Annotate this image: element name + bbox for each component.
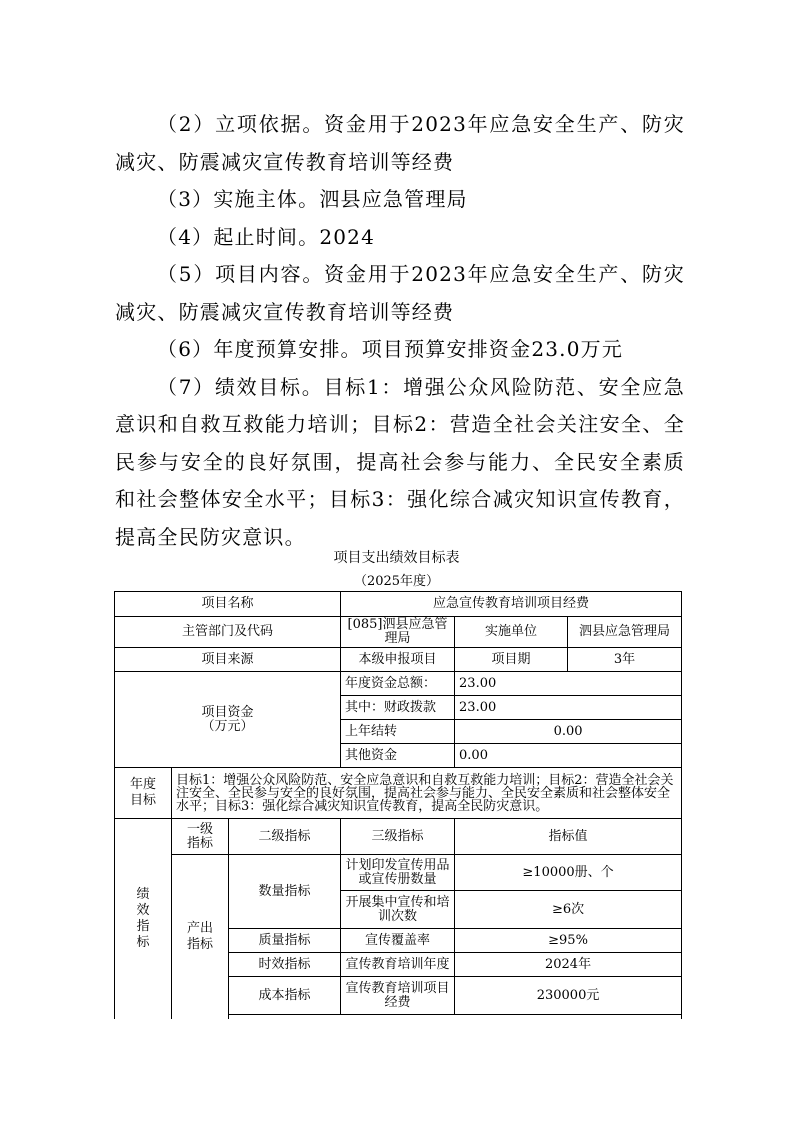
quantity-1-value: ≥10000册、个 (455, 855, 682, 891)
header-level2: 二级指标 (229, 819, 341, 855)
fund-carryover-label: 上年结转 (341, 720, 455, 744)
performance-goal-table (114, 591, 682, 1019)
header-value: 指标值 (455, 819, 682, 855)
dept-label: 主管部门及代码 (115, 617, 341, 648)
paragraph-goals: （7）绩效目标。目标1：增强公众风险防范、安全应急意识和自救互救能力培训；目标2：营造全社会关注安全、全民参与安全的良好氛围，提高社会参与能力、全民安全素质和社会整体安全水平；目标3：强化综合减灾知识宣传教育，提高全民防灾意识。 (115, 374, 685, 549)
source-value: 本级申报项目 (341, 648, 455, 672)
quality-name: 宣传覆盖率 (341, 929, 455, 953)
cost-indicator-label: 成本指标 (229, 977, 341, 1015)
timeliness-indicator-label: 时效指标 (229, 953, 341, 977)
source-label: 项目来源 (115, 648, 341, 672)
row-quantity-1 (115, 855, 682, 891)
paragraph-period: （4）起止时间。2024 (157, 224, 376, 249)
perf-indicators-label: 绩效指标 (115, 819, 172, 1019)
cost-value: 230000元 (455, 977, 682, 1015)
fund-other-label: 其他资金 (341, 744, 455, 768)
period-label: 项目期 (455, 648, 568, 672)
quantity-2-value: ≥6次 (455, 891, 682, 929)
quantity-2-name: 开展集中宣传和培训次数 (341, 891, 455, 929)
quantity-1-name: 计划印发宣传用品或宣传册数量 (341, 855, 455, 891)
dept-value: [085]泗县应急管理局 (341, 617, 455, 648)
project-name-label: 项目名称 (115, 592, 341, 617)
fund-fiscal-label: 其中：财政拨款 (341, 696, 455, 720)
paragraph-content: （5）项目内容。资金用于2023年应急安全生产、防灾减灾、防震减灾宣传教育培训等经费 (115, 262, 685, 324)
annual-goal-value: 目标1：增强公众风险防范、安全应急意识和自救互救能力培训；目标2：营造全社会关注安全、全民参与安全的良好氛围，提高社会参与能力、全民安全素质和社会整体安全水平；目标3：强化综合减灾知识宣传教育，提高全民防灾意识。 (172, 768, 682, 819)
period-value: 3年 (568, 648, 682, 672)
cost-name: 宣传教育培训项目经费 (341, 977, 455, 1015)
output-indicators-label: 产出指标 (172, 855, 229, 1019)
paragraph-basis: （2）立项依据。资金用于2023年应急安全生产、防灾减灾、防震减灾宣传教育培训等经费 (115, 112, 685, 174)
fund-total-label: 年度资金总额： (341, 672, 455, 696)
table-continuation (229, 1015, 682, 1019)
fund-other-value: 0.00 (455, 744, 682, 768)
row-indicator-headers (115, 819, 682, 855)
project-name-value: 应急宣传教育培训项目经费 (341, 592, 682, 617)
impl-unit-label: 实施单位 (455, 617, 568, 648)
quality-indicator-label: 质量指标 (229, 929, 341, 953)
timeliness-name: 宣传教育培训年度 (341, 953, 455, 977)
row-project-name (115, 592, 682, 617)
fund-total-value: 23.00 (455, 672, 682, 696)
row-department (115, 617, 682, 648)
funds-label: 项目资金（万元） (115, 672, 341, 768)
fund-carryover-value: 0.00 (455, 720, 682, 744)
paragraph-implementer: （3）实施主体。泗县应急管理局 (157, 187, 468, 211)
row-fund-total (115, 672, 682, 696)
header-level3: 三级指标 (341, 819, 455, 855)
body-text (115, 106, 685, 556)
table-year: （2025年度） (353, 574, 440, 589)
quality-value: ≥95% (455, 929, 682, 953)
timeliness-value: 2024年 (455, 953, 682, 977)
fund-fiscal-value: 23.00 (455, 696, 682, 720)
table-title: 项目支出绩效目标表 (333, 550, 460, 566)
row-source (115, 648, 682, 672)
annual-goal-label: 年度目标 (115, 768, 172, 819)
quantity-indicator-label: 数量指标 (229, 855, 341, 929)
paragraph-budget: （6）年度预算安排。项目预算安排资金23.0万元 (157, 337, 624, 361)
row-annual-goal (115, 768, 682, 819)
header-level1: 一级指标 (172, 819, 229, 855)
impl-unit-value: 泗县应急管理局 (568, 617, 682, 648)
